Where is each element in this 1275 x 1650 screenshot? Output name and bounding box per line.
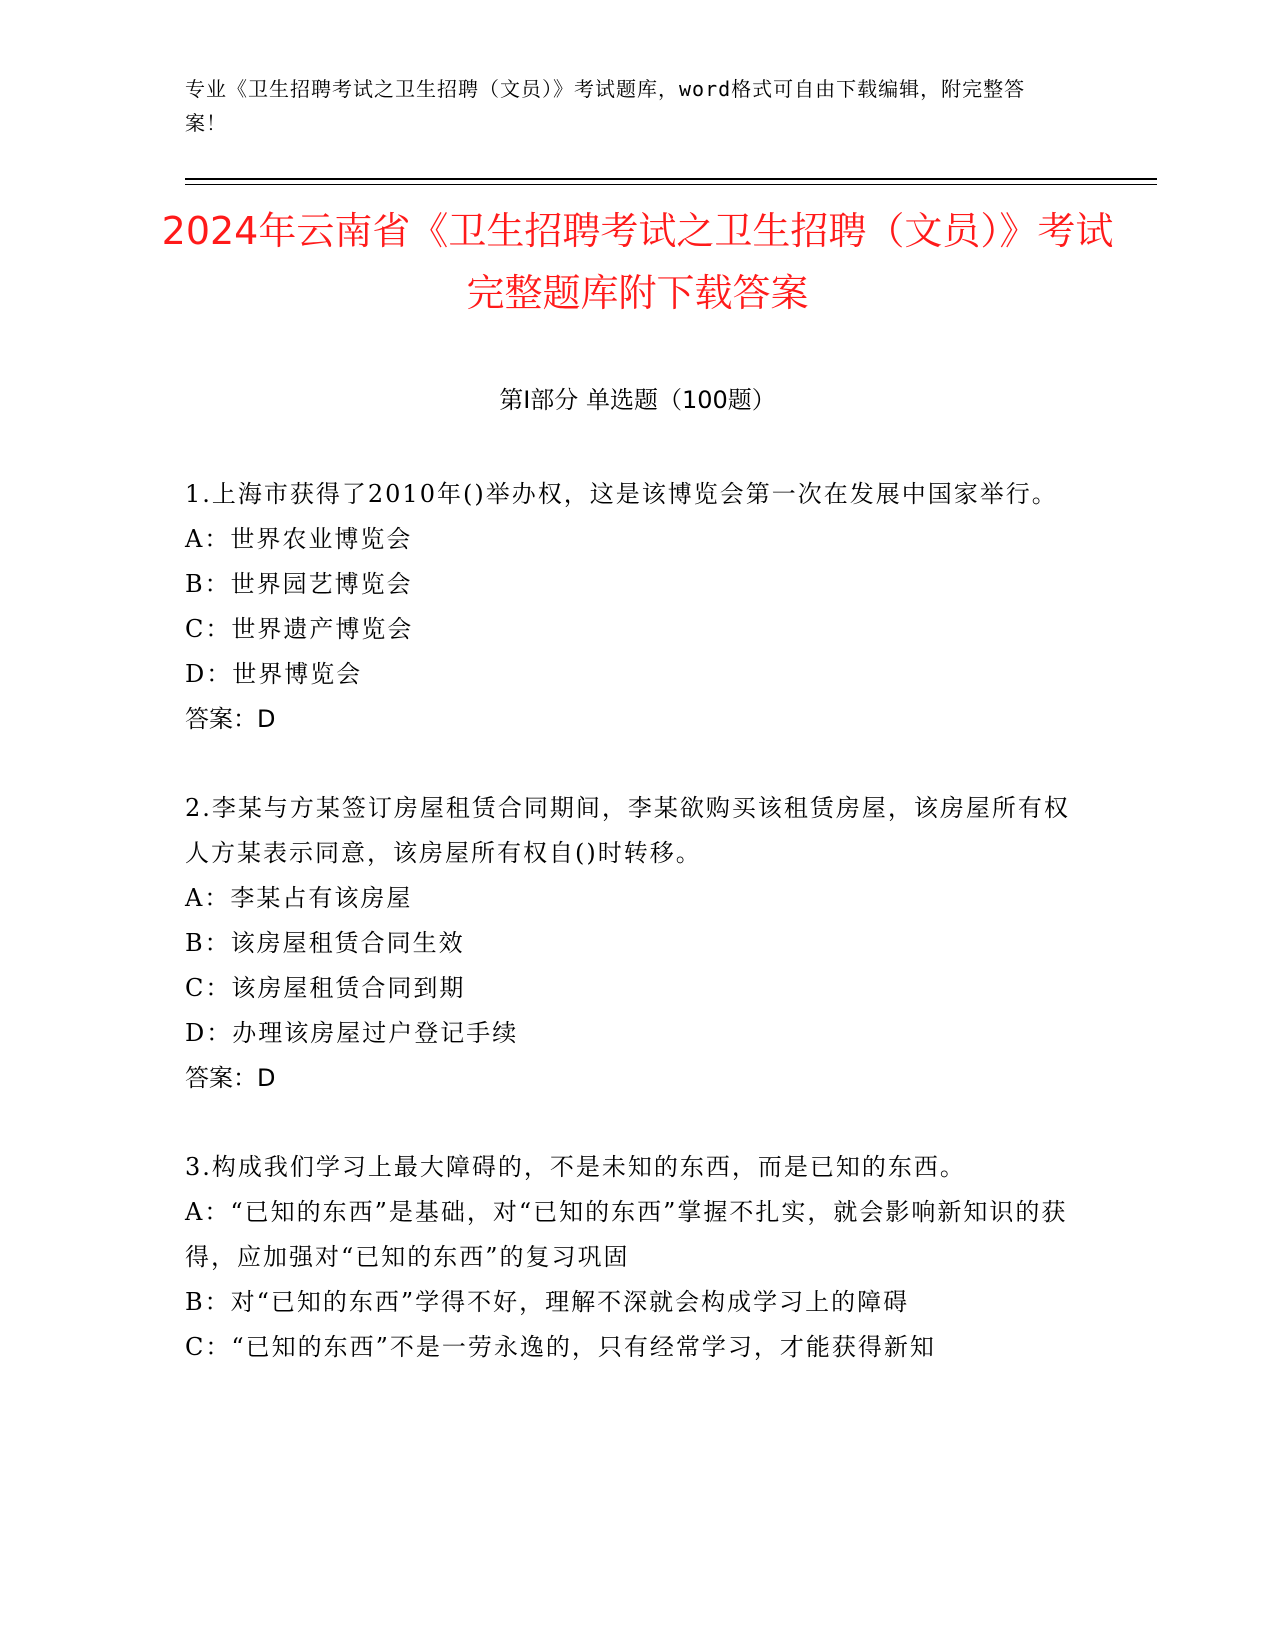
section-title: 第I部分 单选题（100题） <box>499 386 776 414</box>
document-title: 2024年云南省《卫生招聘考试之卫生招聘（文员）》考试完整题库附下载答案 <box>161 209 1114 315</box>
question-1 <box>185 472 1070 742</box>
question-list <box>185 472 1070 1414</box>
option-a: A：“已知的东西”是基础，对“已知的东西”掌握不扎实，就会影响新知识的获得，应加强对“已知的东西”的复习巩固 <box>185 1198 1068 1271</box>
question-stem: 3.构成我们学习上最大障碍的，不是未知的东西，而是已知的东西。 <box>185 1153 966 1181</box>
question-stem: 2.李某与方某签订房屋租赁合同期间，李某欲购买该租赁房屋，该房屋所有权人方某表示同意，该房屋所有权自()时转移。 <box>185 794 1070 867</box>
option-b: B：对“已知的东西”学得不好，理解不深就会构成学习上的障碍 <box>185 1288 910 1316</box>
question-3 <box>185 1145 1070 1370</box>
option-a: A：世界农业博览会 <box>185 525 413 553</box>
option-c: C：“已知的东西”不是一劳永逸的，只有经常学习，才能获得新知 <box>185 1333 936 1361</box>
option-d: D：办理该房屋过户登记手续 <box>185 1019 519 1047</box>
header-divider-thin <box>185 184 1157 185</box>
option-c: C：世界遗产博览会 <box>185 615 414 643</box>
answer-label: 答案：D <box>185 705 276 733</box>
header-divider-thick <box>185 178 1157 180</box>
header-note: 专业《卫生招聘考试之卫生招聘（文员）》考试题库，word格式可自由下载编辑，附完整答案！ <box>185 77 1026 135</box>
question-2 <box>185 786 1070 1101</box>
option-a: A：李某占有该房屋 <box>185 884 413 912</box>
option-c: C：该房屋租赁合同到期 <box>185 974 466 1002</box>
option-d: D：世界博览会 <box>185 660 363 688</box>
option-b: B：该房屋租赁合同生效 <box>185 929 465 957</box>
option-b: B：世界园艺博览会 <box>185 570 413 598</box>
answer-label: 答案：D <box>185 1064 276 1092</box>
question-stem: 1.上海市获得了2010年()举办权，这是该博览会第一次在发展中国家举行。 <box>185 480 1058 508</box>
